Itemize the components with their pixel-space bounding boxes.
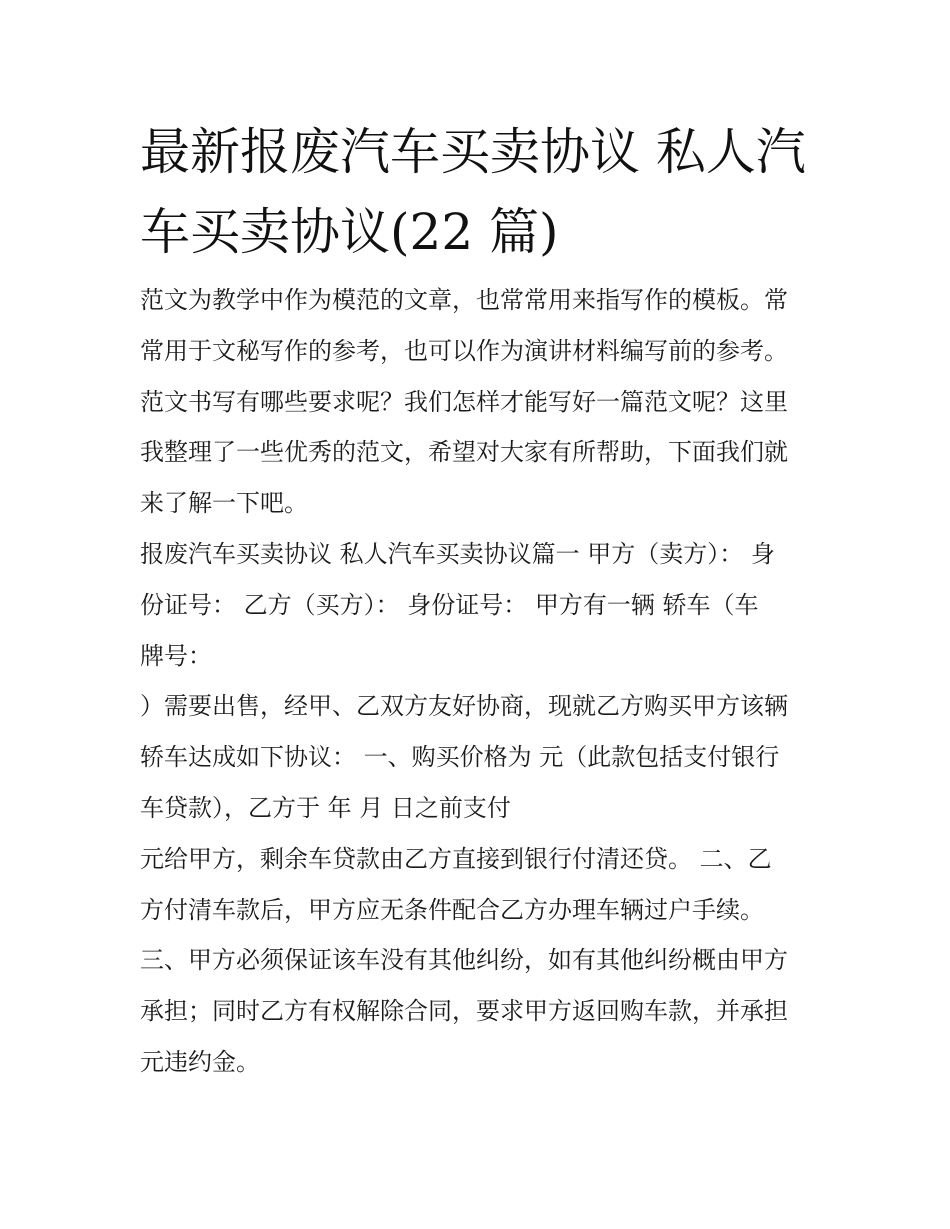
document-title: 最新报废汽车买卖协议 私人汽车买卖协议(22 篇) — [140, 123, 806, 261]
body-line: 来了解一下吧。 — [140, 489, 308, 518]
body-line: 元给甲方，剩余车贷款由乙方直接到银行付清还贷。 二、乙 — [140, 844, 772, 873]
body-line: 我整理了一些优秀的范文，希望对大家有所帮助，下面我们就 — [140, 438, 788, 467]
body-line: 常用于文秘写作的参考，也可以作为演讲材料编写前的参考。 — [140, 336, 788, 365]
body-line: 承担；同时乙方有权解除合同，要求甲方返回购车款，并承担 — [140, 997, 788, 1026]
body-line: 车贷款），乙方于 年 月 日之前支付 — [140, 793, 511, 822]
body-line: 范文为教学中作为模范的文章，也常常用来指写作的模板。常 — [140, 286, 788, 314]
body-line: ）需要出售，经甲、乙双方友好协商，现就乙方购买甲方该辆 — [140, 692, 788, 721]
body-line: 范文书写有哪些要求呢？我们怎样才能写好一篇范文呢？这里 — [140, 387, 788, 416]
body-line: 方付清车款后，甲方应无条件配合乙方办理车辆过户手续。 — [140, 895, 764, 924]
document-body — [140, 275, 820, 1088]
body-line: 轿车达成如下协议： 一、购买价格为 元（此款包括支付银行 — [140, 743, 780, 772]
body-line: 报废汽车买卖协议 私人汽车买卖协议篇一 甲方（卖方）： 身 — [140, 539, 775, 568]
body-line: 牌号： — [140, 641, 212, 670]
body-line: 三、甲方必须保证该车没有其他纠纷，如有其他纠纷概由甲方 — [140, 946, 788, 975]
body-line: 元违约金。 — [140, 1047, 260, 1076]
body-line: 份证号： 乙方（买方）： 身份证号： 甲方有一辆 轿车（车 — [140, 590, 759, 619]
